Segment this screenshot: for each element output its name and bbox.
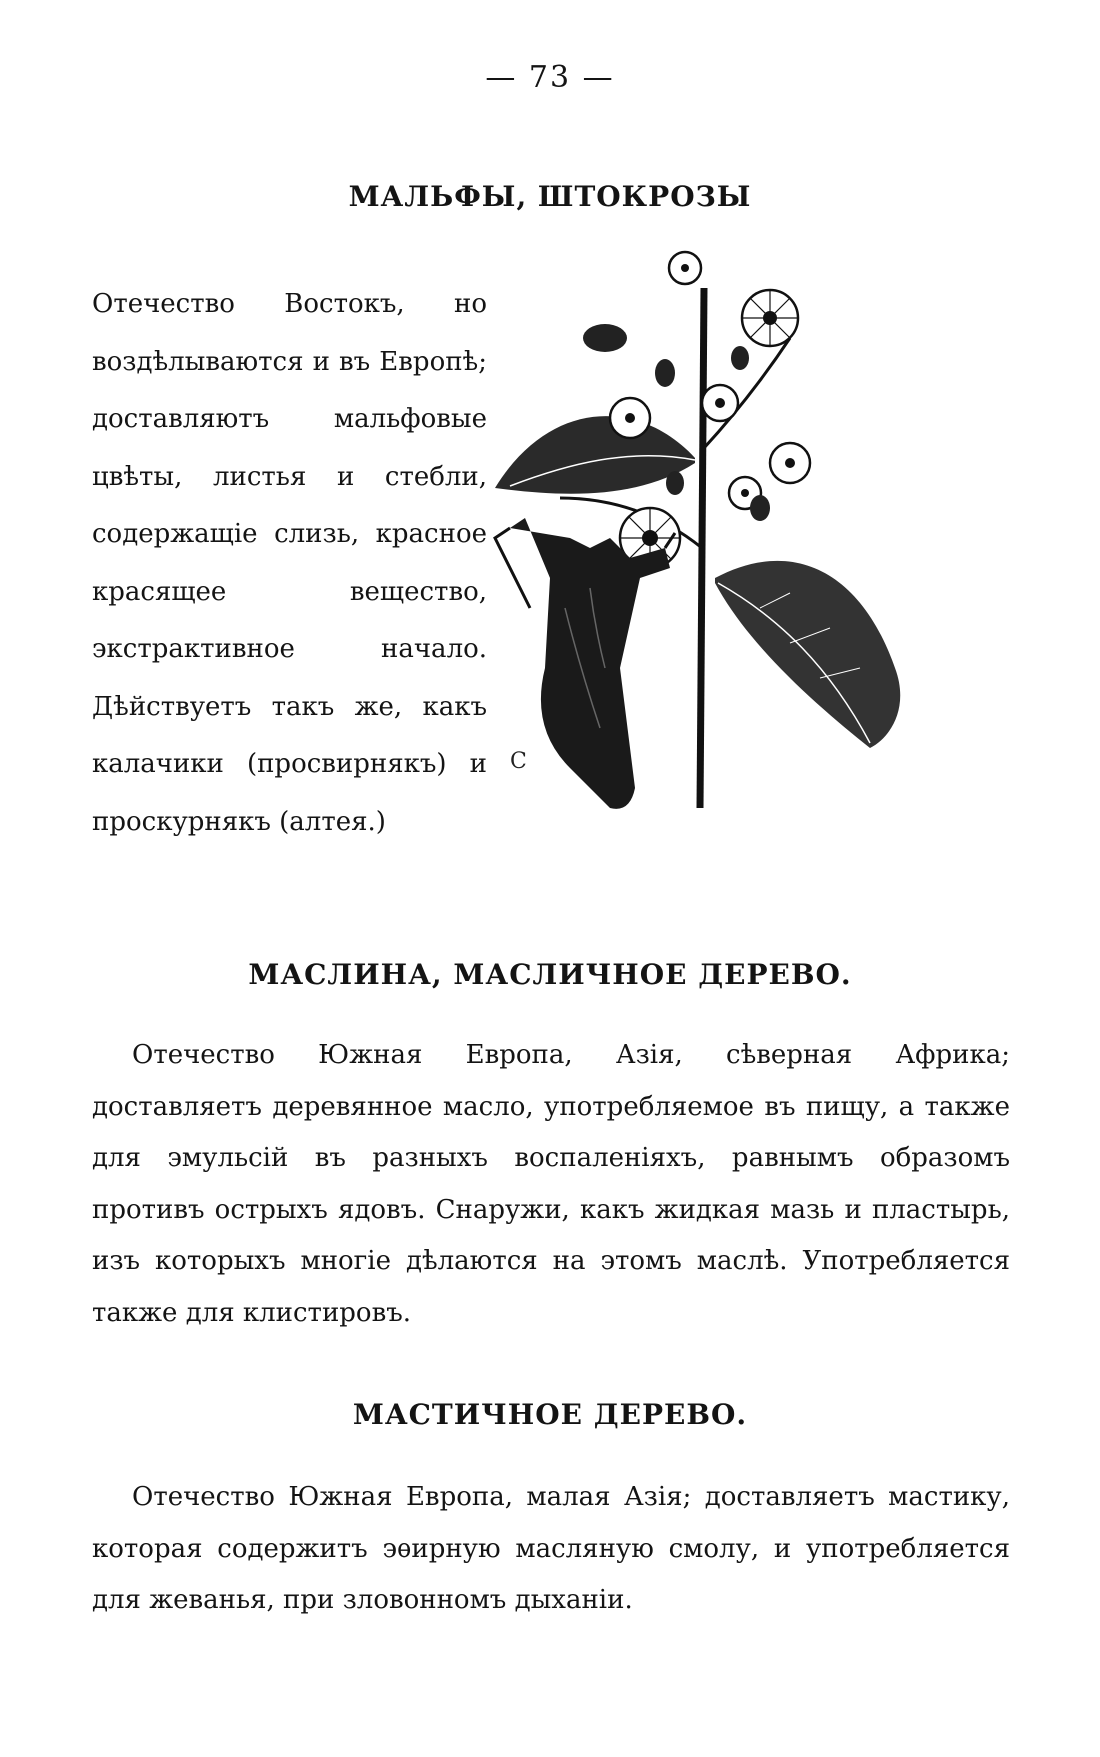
page-number: — 73 —: [485, 60, 615, 95]
section-text-maslina: Отечество Южная Европа, Азія, сѣверная Африка; доставляетъ деревянное масло, употребляемое въ пищу, а также для эмульсій въ разныхъ воспаленіяхъ, равнымъ образомъ противъ острыхъ ядовъ. Снаружи, какъ жидкая мазь и пластырь, изъ которыхъ многіе дѣлаются на этомъ маслѣ. Употребляется также для клистировъ.: [92, 1040, 1010, 1328]
section-heading-mastika: МАСТИЧНОЕ ДЕРЕВО.: [352, 1398, 748, 1431]
section-heading-malva: МАЛЬФЫ, ШТОКРОЗЫ: [348, 180, 752, 213]
svg-text:C: C: [510, 749, 527, 774]
mallow-plant-engraving-icon: [490, 248, 1010, 908]
section-heading-maslina: МАСЛИНА, МАСЛИЧНОЕ ДЕРЕВО.: [248, 958, 852, 991]
section-text-mastika: Отечество Южная Европа, малая Азія; доставляетъ мастику, которая содержитъ эѳирную масляную смолу, и употребляется для жеванья, при зловонномъ дыханіи.: [92, 1482, 1010, 1615]
section-text-malva: Отечество Востокъ, но воздѣлываются и въ Европѣ; доставляютъ мальфовые цвѣты, листья и стебли, содержащіе слизь, красное красящее вещество, экстрактивное начало. Дѣйствуетъ такъ же, какъ калачики (просвирнякъ) и проскурнякъ (алтея.): [92, 289, 487, 837]
